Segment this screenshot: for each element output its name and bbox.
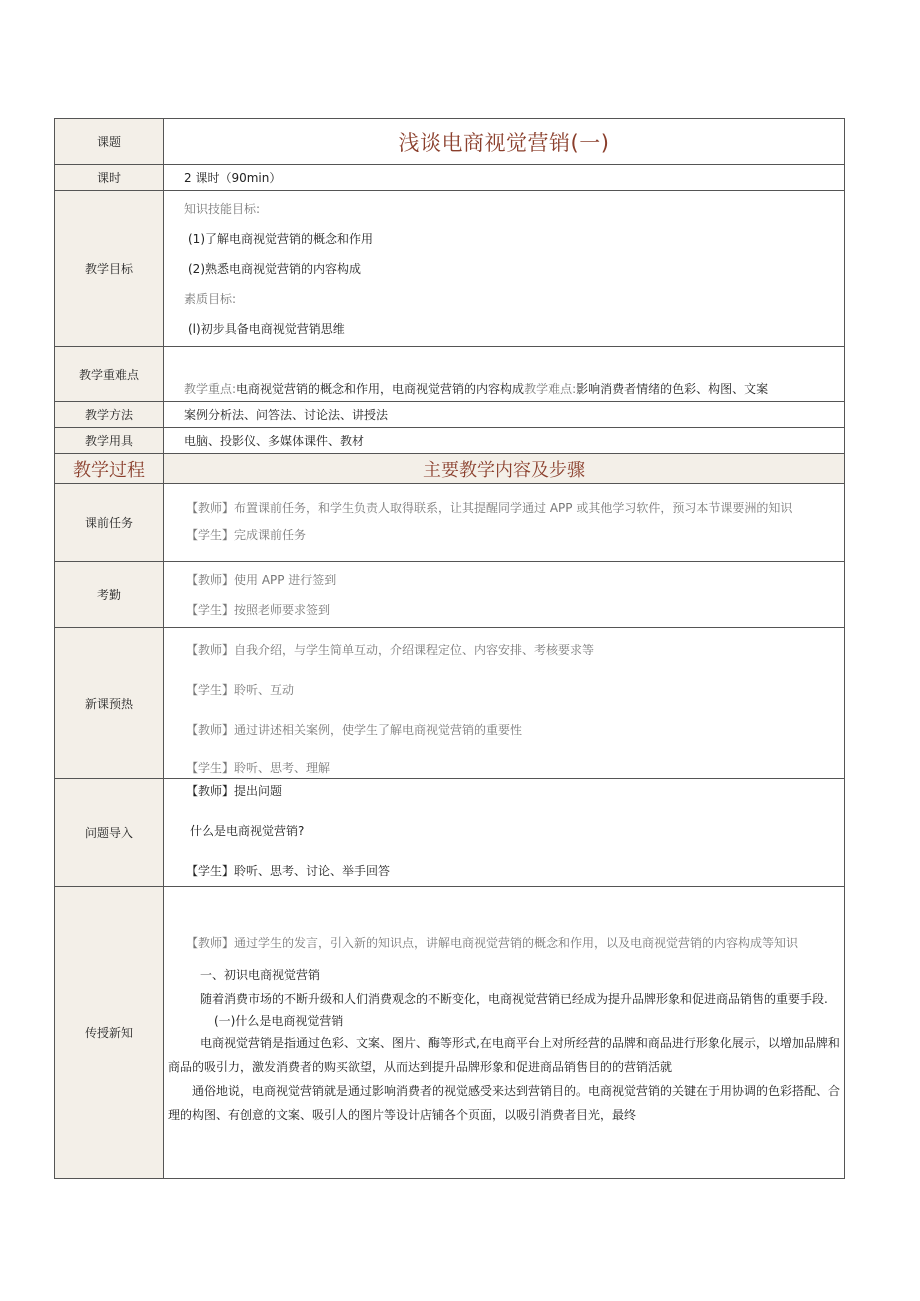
teach-label: 传授新知 (55, 887, 164, 1179)
question-text: 什么是电商视觉营销? (190, 824, 305, 838)
subsection-heading: (一)什么是电商视觉营销 (214, 1014, 344, 1028)
teacher-line: 【教师】使用 APP 进行签到 (186, 572, 337, 587)
teacher-line: 【教师】提出问题 (186, 784, 283, 798)
row-key-points (55, 347, 845, 402)
row-warmup (55, 628, 845, 779)
difficulty-label: 教学难点: (524, 382, 577, 396)
attendance-content (164, 562, 845, 628)
knowledge-heading: 知识技能目标: (184, 201, 261, 216)
paragraph: 随着消费市场的不断升级和人们消费观念的不断变化，电商视觉营销已经成为提升品牌形象和促进商品销售的重要手段. (200, 992, 828, 1006)
row-tools (55, 428, 845, 454)
teacher-line: 【教师】通过学生的发言，引入新的知识点，讲解电商视觉营销的概念和作用，以及电商视觉营销的内容构成等知识 (186, 936, 799, 950)
lesson-plan-table (54, 118, 845, 1179)
topic-label: 课题 (55, 119, 164, 165)
key-point-text: 电商视觉营销的概念和作用，电商视觉营销的内容构成 (236, 382, 525, 396)
page-title: 浅谈电商视觉营销(一) (164, 119, 845, 165)
process-header-left: 教学过程 (55, 454, 164, 484)
student-line: 【学生】聆听、思考、讨论、举手回答 (186, 864, 391, 878)
method-label: 教学方法 (55, 402, 164, 428)
paragraph: 通俗地说，电商视觉营销就是通过影响消费者的视觉感受来达到营销目的。电商视觉营销的关键在于用协调的色彩搭配、合理的构图、有创意的文案、吸引人的图片等设计店铺各个页面，以吸引消费者目光，最终 (168, 1084, 841, 1122)
teacher-line: 【教师】布置课前任务，和学生负责人取得联系，让其提醒同学通过 APP 或其他学习软件，预习本节课要洲的知识 (186, 500, 793, 515)
key-point-label: 教学重点: (184, 382, 237, 396)
goal-item: (l)初步具备电商视觉营销思维 (188, 321, 345, 336)
goal-item: (2)熟悉电商视觉营销的内容构成 (188, 261, 361, 276)
goals-label: 教学目标 (55, 191, 164, 347)
key-label: 教学重难点 (55, 347, 164, 402)
attendance-label: 考勤 (55, 562, 164, 628)
hours-label: 课时 (55, 165, 164, 191)
row-hours (55, 165, 845, 191)
question-content (164, 779, 845, 887)
teach-content (164, 887, 845, 1179)
section-heading: 一、初识电商视觉营销 (200, 968, 321, 982)
method-value: 案例分析法、问答法、讨论法、讲授法 (164, 402, 845, 428)
lesson-plan (54, 118, 845, 1179)
pretask-content (164, 484, 845, 562)
teacher-line: 【教师】通过讲述相关案例，使学生了解电商视觉营销的重要性 (186, 723, 523, 737)
question-label: 问题导入 (55, 779, 164, 887)
warmup-content (164, 628, 845, 779)
hours-value: 2 课时（90min） (164, 165, 845, 191)
tools-value: 电脑、投影仪、多媒体课件、教材 (164, 428, 845, 454)
key-content (164, 347, 845, 402)
student-line: 【学生】完成课前任务 (186, 527, 307, 542)
goal-item: (1)了解电商视觉营销的概念和作用 (188, 231, 373, 246)
row-topic (55, 119, 845, 165)
paragraph: 电商视觉营销是指通过色彩、文案、图片、酶等形式,在电商平台上对所经营的品牌和商品进行形象化展示，以增加品牌和商品的吸引力，激发消费者的购买欲望，从而达到提升品牌形象和促进商品销售目的的营销活就 (168, 1036, 840, 1074)
row-teach (55, 887, 845, 1179)
tools-label: 教学用具 (55, 428, 164, 454)
row-pretask (55, 484, 845, 562)
student-line: 【学生】聆听、思考、理解 (186, 761, 331, 775)
warmup-label: 新课预热 (55, 628, 164, 779)
difficulty-text: 影响消费者情绪的色彩、构图、文案 (576, 382, 769, 396)
quality-heading: 素质目标: (184, 291, 237, 306)
row-goals (55, 191, 845, 347)
row-question (55, 779, 845, 887)
pretask-label: 课前任务 (55, 484, 164, 562)
student-line: 【学生】聆听、互动 (186, 683, 295, 697)
row-process-header (55, 454, 845, 484)
row-method (55, 402, 845, 428)
teacher-line: 【教师】自我介绍，与学生简单互动，介绍课程定位、内容安排、考核要求等 (186, 643, 595, 657)
goals-content (164, 191, 845, 347)
row-attendance (55, 562, 845, 628)
process-header-right: 主要教学内容及步骤 (164, 454, 845, 484)
student-line: 【学生】按照老师要求签到 (186, 602, 331, 617)
